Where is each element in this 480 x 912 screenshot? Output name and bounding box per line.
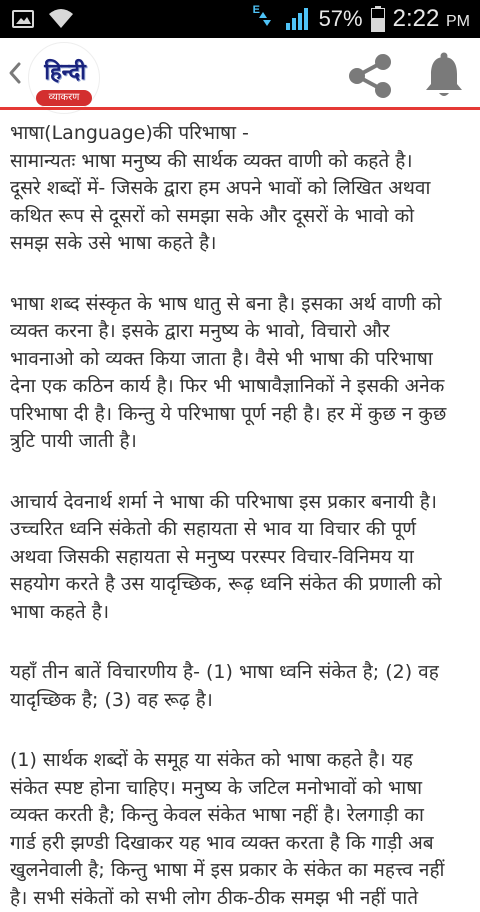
bell-icon[interactable] (420, 50, 468, 100)
image-icon (12, 9, 34, 29)
signal-icon (285, 7, 311, 31)
logo-subtitle: व्याकरण (36, 90, 92, 106)
status-bar-left (12, 0, 74, 38)
app-logo[interactable] (28, 42, 100, 112)
article-content (10, 120, 472, 909)
back-arrow-icon[interactable] (6, 58, 24, 88)
paragraph-origin: भाषा शब्द संस्कृत के भाष धातु से बना है। इसका अर्थ वाणी को व्यक्त करना है। इसके द्वारा मनुष्य के भावो, विचारो और भावनाओ को व्यक्त किया जाता है। वैसे भी भाषा की परिभाषा देना एक कठिन कार्य है। फिर भी भाषावैज्ञानिकों ने इसकी अनेक परिभाषा दी है। किन्तु ये परिभाषा पूर्ण नही है। हर में कुछ न कुछ त्रुटि पायी जाती है। (10, 292, 447, 452)
app-bar (0, 38, 480, 110)
paragraph-point-one: (1) सार्थक शब्दों के समूह या संकेत को भाषा कहते है। यह संकेत स्पष्ट होना चाहिए। मनुष्य के जटिल मनोभावों को भाषा व्यक्त करती है; किन्तु केवल संकेत भाषा नहीं है। रेलगाड़ी का गार्ड हरी झण्डी दिखाकर यह भाव व्यक्त करता है कि गाड़ी अब खुलनेवाली है; किन्तु भाषा में इस प्रकार के संकेत का महत्त्व नहीं है। सभी संकेतों को सभी लोग ठीक-ठीक समझ भी नहीं पाते (10, 749, 445, 909)
share-icon[interactable] (345, 50, 397, 102)
paragraph-acharya-definition: आचार्य देवनार्थ शर्मा ने भाषा की परिभाषा इस प्रकार बनायी है। उच्चरित ध्वनि संकेतो की सहायता से भाव या विचार की पूर्ण अथवा जिसकी सहायता से मनुष्य परस्पर विचार-विनिमय या सहयोग करते है उस यादृच्छिक, रूढ़ ध्वनि संकेत की प्रणाली को भाषा कहते है। (10, 490, 442, 623)
app-bar-divider (0, 107, 480, 110)
clock (393, 5, 470, 33)
battery-icon (371, 6, 385, 32)
logo-title: हिन्दी (44, 59, 86, 85)
paragraph-definition: भाषा(Language)की परिभाषा - सामान्यतः भाषा मनुष्य की सार्थक व्यक्त वाणी को कहते है। दूसरे शब्दों में- जिसके द्वारा हम अपने भावों को लिखित अथवा कथित रूप से दूसरों को समझा सके और दूसरों के भावो को समझ सके उसे भाषा कहते है। (10, 122, 431, 254)
wifi-icon (48, 8, 74, 30)
network-e-icon: E (253, 6, 277, 32)
clock-ampm: PM (446, 13, 470, 30)
paragraph-three-points: यहाँ तीन बातें विचारणीय है- (1) भाषा ध्वनि संकेत है; (2) वह यादृच्छिक है; (3) वह रूढ़ है। (10, 661, 439, 711)
status-bar (0, 0, 480, 38)
status-bar-right (253, 0, 470, 38)
clock-time: 2:22 (392, 5, 440, 32)
battery-percent: 57% (318, 6, 363, 31)
